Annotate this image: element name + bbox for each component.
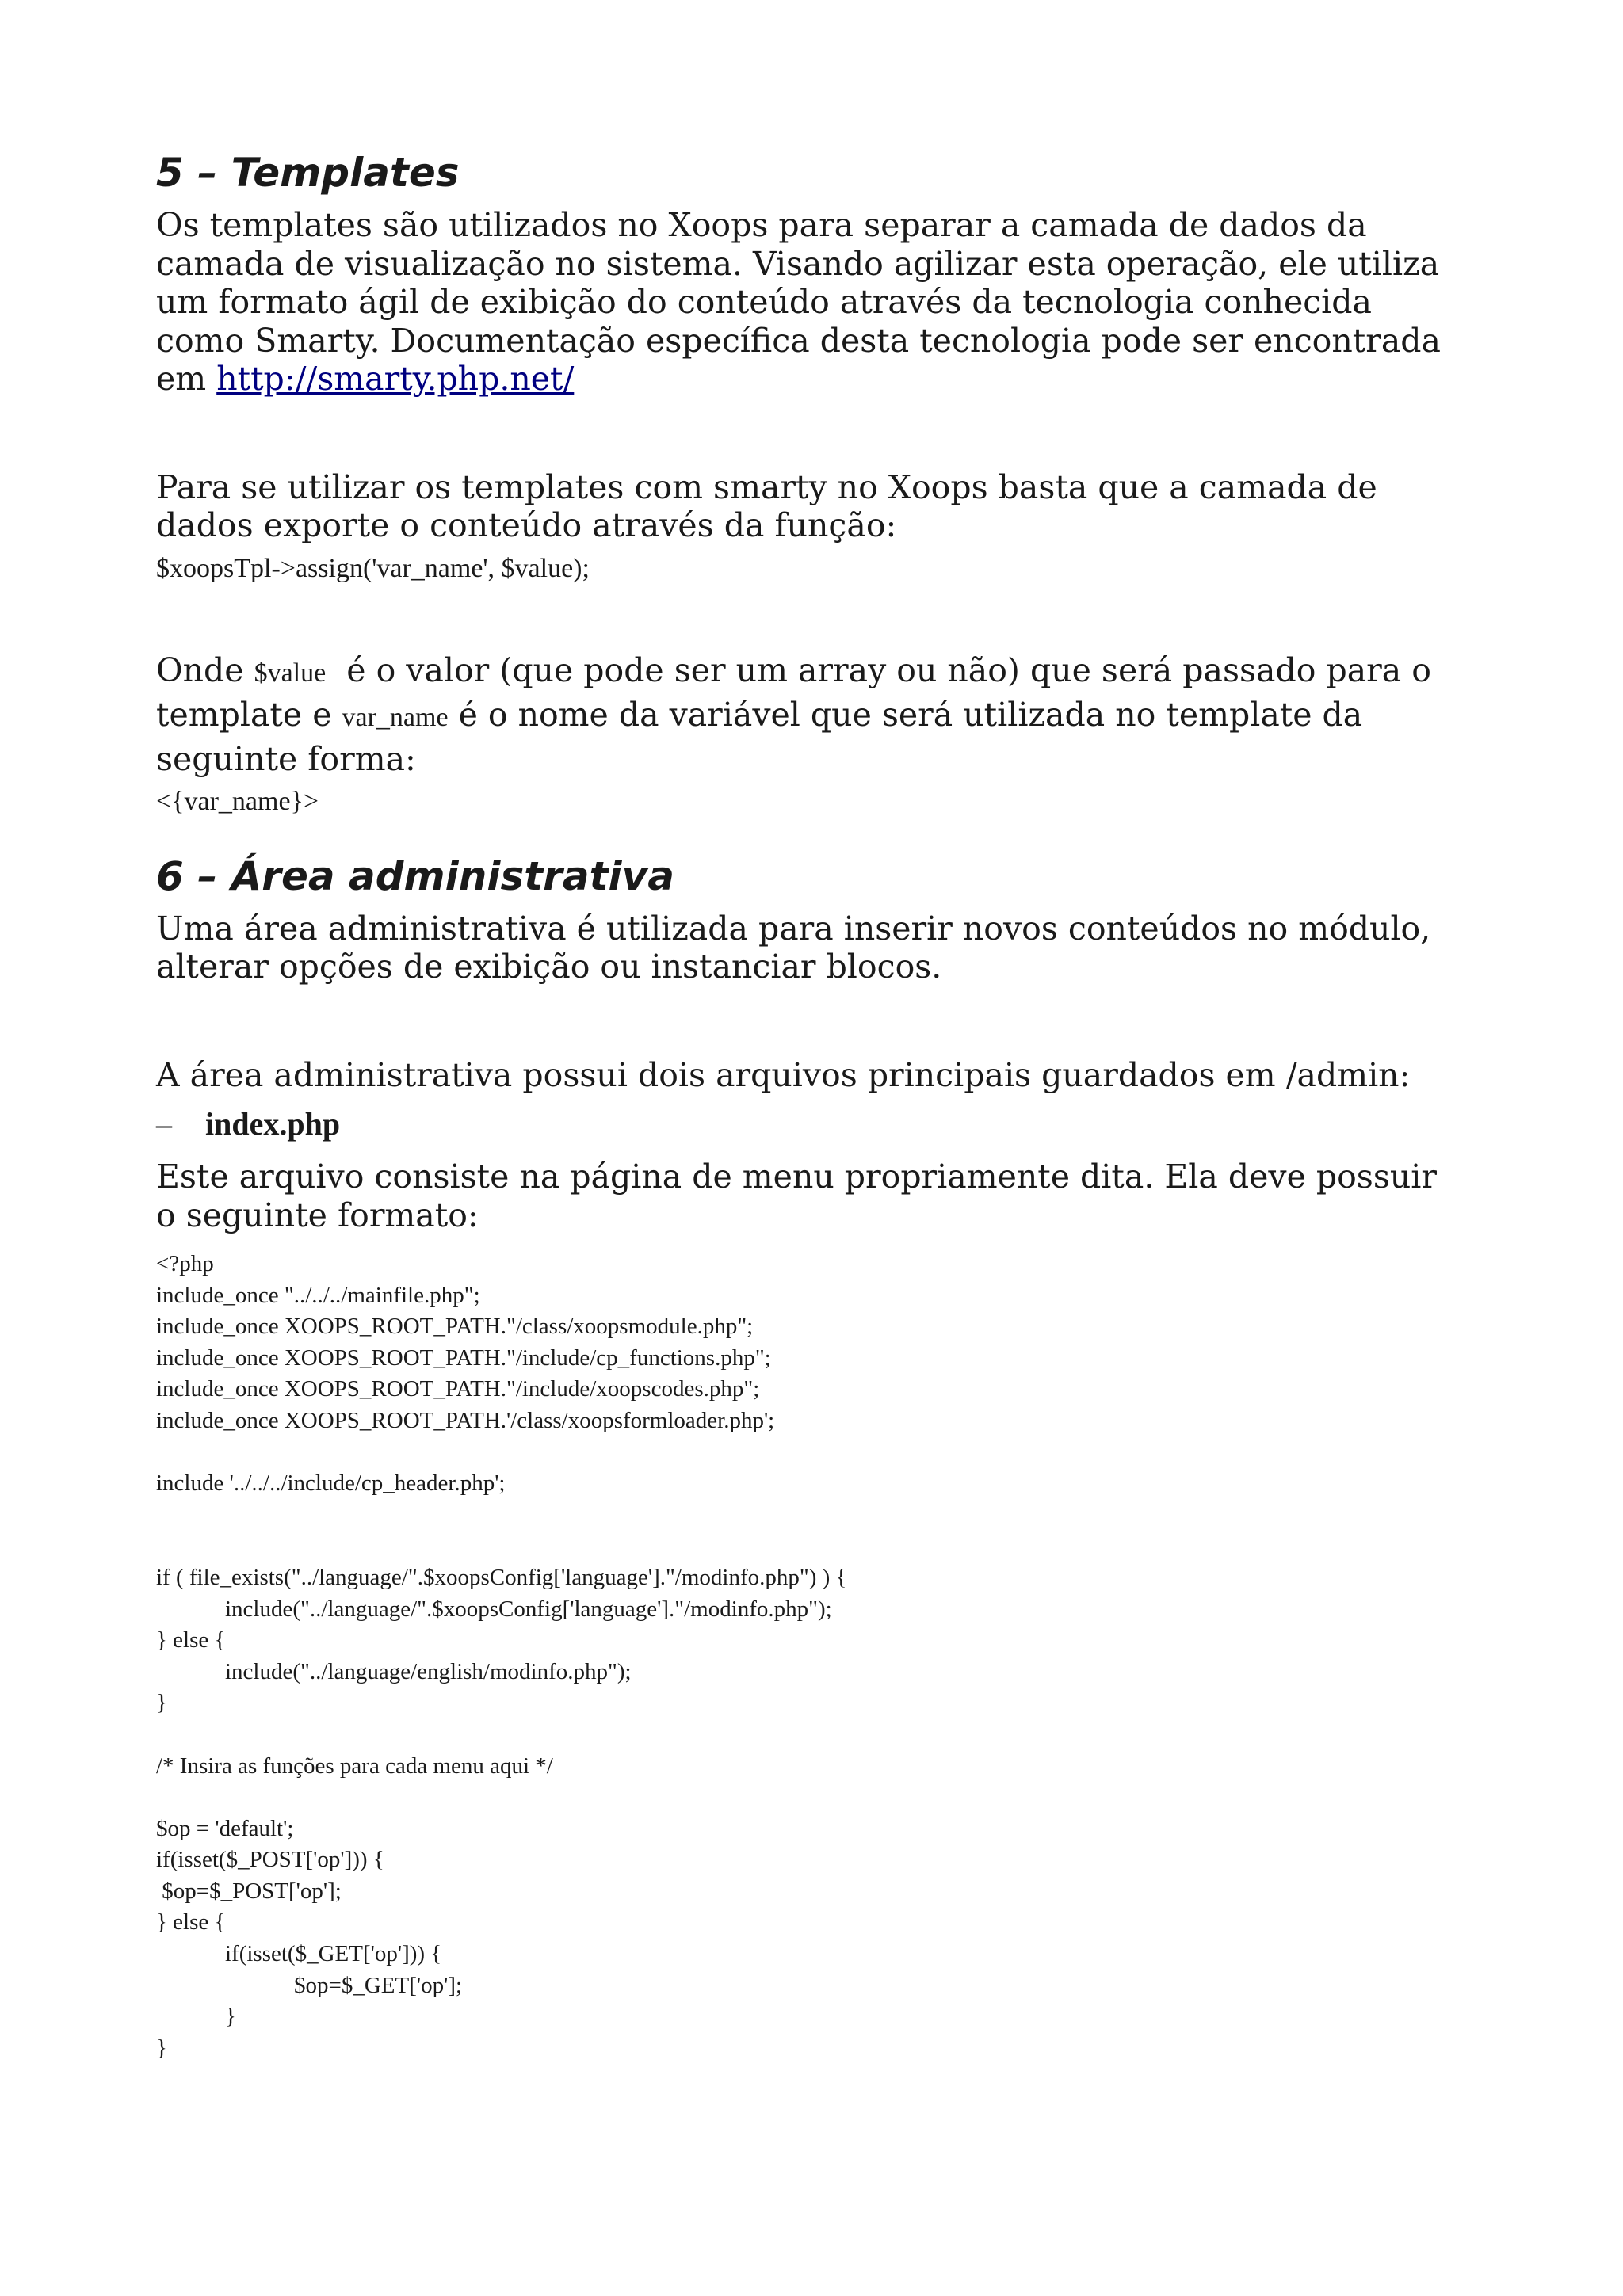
inline-code-value: $value [254, 658, 327, 688]
document-page [156, 147, 1472, 2064]
bullet-label: index.php [205, 1106, 341, 1142]
section-5-paragraph-2: Para se utilizar os templates com smarty no Xoops basta que a camada de dados exporte o conteúdo através da função: [156, 467, 1377, 544]
assign-code-line: $xoopsTpl->assign('var_name', $value); [156, 553, 590, 583]
section-5-paragraph-3: Onde $value é o valor (que pode ser um array ou não) que será passado para o template e var_name é o nome da variável que será utilizada no template da seguinte forma: [156, 650, 1431, 778]
section-6-heading: 6 – Área administrativa [156, 852, 674, 899]
bullet-index-php [156, 1102, 1472, 1146]
section-5-paragraph-1: Os templates são utilizados no Xoops para separar a camada de dados da camada de visualização no sistema. Visando agilizar esta operação, ele utiliza um formato ágil de exibição do conteúdo através da tecnologia conhecida como Smarty. Documentação específica desta tecnologia pode ser encontrada em http://smarty.php.net/ [156, 206, 1441, 398]
section-6-paragraph-3: Este arquivo consiste na página de menu propriamente dita. Ela deve possuir o seguinte formato: [156, 1158, 1437, 1234]
section-6-paragraph-1: Uma área administrativa é utilizada para inserir novos conteúdos no módulo, alterar opções de exibição ou instanciar blocos. [156, 909, 1431, 986]
inline-code-var-name: var_name [342, 702, 449, 732]
bullet-dash: – [156, 1106, 172, 1142]
section-6-paragraph-2: A área administrativa possui dois arquivos principais guardados em /admin: [156, 1055, 1411, 1094]
admin-index-code-block: <?php include_once "../../../mainfile.php"; include_once XOOPS_ROOT_PATH."/class/xoopsmodule.php"; include_once XOOPS_ROOT_PATH."/include/cp_functions.php"; include_once XOOPS_ROOT_PATH."/include/xoopscodes.php"; include_once XOOPS_ROOT_PATH.'/class/xoopsformloader.php'; include '../../../include/cp_header.php'; if ( file_exists("../language/".$xoopsConfig['language']."/modinfo.php") ) { include("../language/".$xoopsConfig['language']."/modinfo.php"); } else { include("../language/english/modinfo.php"); } /* Insira as funções para cada menu aqui */ $op = 'default'; if(isset($_POST['op'])) { $op=$_POST['op']; } else { if(isset($_GET['op'])) { $op=$_GET['op']; } } [156, 1251, 847, 2061]
template-tag-code: <{var_name}> [156, 786, 319, 816]
section-5-heading: 5 – Templates [156, 150, 460, 196]
smarty-link[interactable]: http://smarty.php.net/ [216, 360, 575, 398]
